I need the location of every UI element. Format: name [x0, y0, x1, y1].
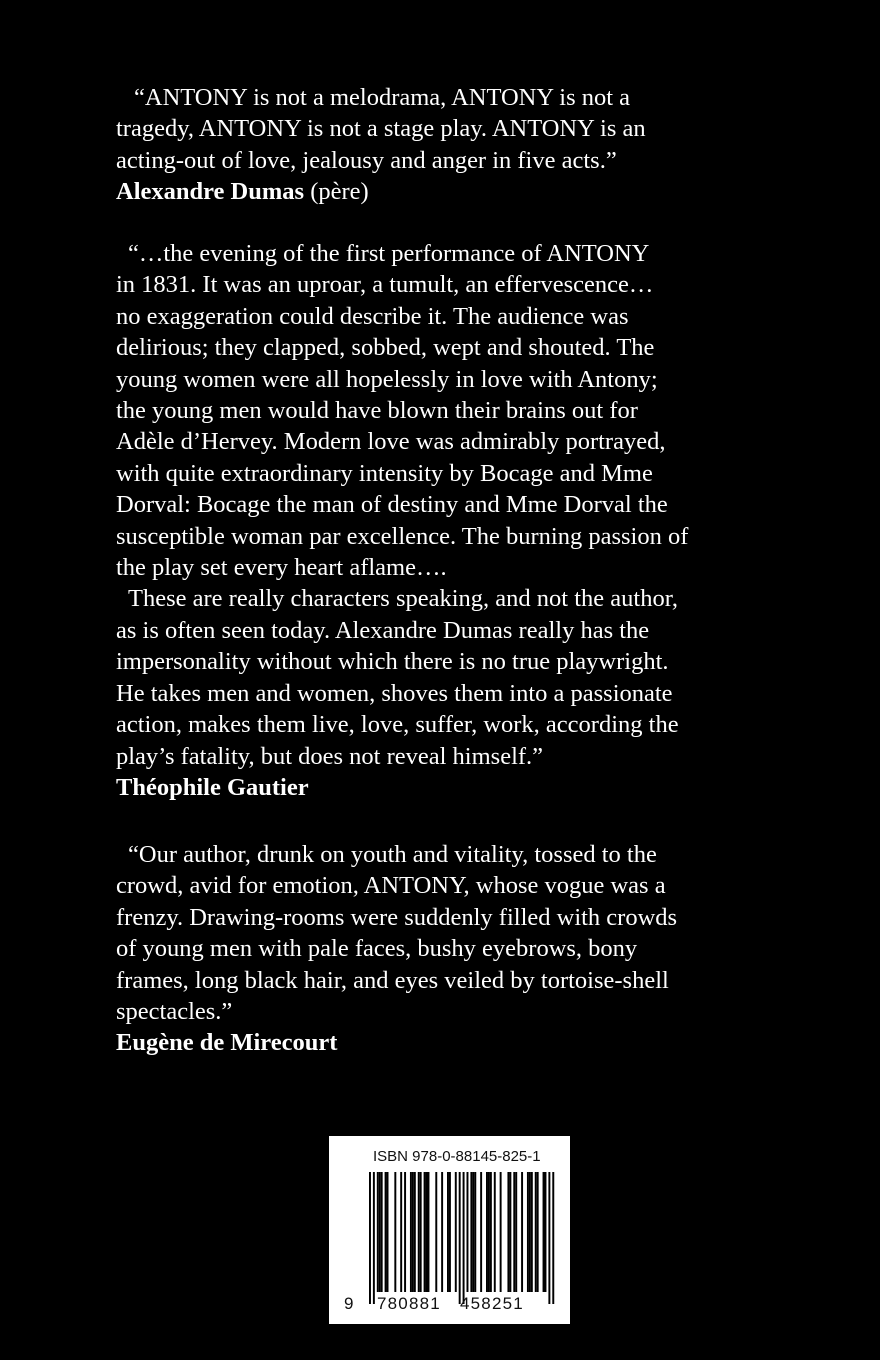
quote-line: action, makes them live, love, suffer, work, according the [116, 711, 679, 739]
barcode-bar [486, 1172, 488, 1292]
barcode-bar [529, 1172, 531, 1292]
quote-line: the young men would have blown their brains out for [116, 397, 638, 425]
quote-line: frames, long black hair, and eyes veiled by tortoise-shell [116, 966, 669, 994]
quote-line: “…the evening of the first performance of ANTONY [128, 240, 650, 267]
quote-line: of young men with pale faces, bushy eyebrows, bony [116, 935, 638, 963]
barcode-bar [379, 1172, 381, 1292]
quote-attribution [116, 772, 756, 803]
quote-line: frenzy. Drawing-rooms were suddenly filled with crowds [116, 903, 678, 931]
quote-attribution [116, 176, 756, 207]
barcode-bar [449, 1172, 451, 1292]
attribution-name: Théophile Gautier [116, 773, 309, 801]
isbn-label: ISBN 978-0-88145-825-1 [373, 1148, 541, 1165]
barcode-bar [387, 1172, 389, 1292]
quote-dumas [116, 82, 756, 208]
barcode-digits-right: 458251 [460, 1294, 524, 1313]
barcode-bar [441, 1172, 443, 1292]
barcode-bar [447, 1172, 449, 1292]
barcode-bar [515, 1172, 517, 1292]
quote-line: play’s fatality, but does not reveal himself.” [116, 742, 544, 770]
barcode-bar [535, 1172, 537, 1292]
barcode-guard-bar [548, 1172, 550, 1304]
quote-line: “Our author, drunk on youth and vitality, tossed to the [128, 841, 657, 868]
quote-line: no exaggeration could describe it. The audience was [116, 302, 629, 330]
barcode-bar [455, 1172, 457, 1292]
barcode-guard-bar [552, 1172, 554, 1304]
barcode-guard-bar [369, 1172, 371, 1304]
barcode-bar [418, 1172, 420, 1292]
quote-line: These are really characters speaking, and not the author, [128, 585, 679, 613]
barcode-digit-first: 9 [344, 1294, 355, 1313]
barcode-bar [470, 1172, 472, 1292]
quote-line: impersonality without which there is no true playwright. [116, 648, 669, 676]
barcode-bar [474, 1172, 476, 1292]
barcode-bar [377, 1172, 379, 1292]
barcode-bar [400, 1172, 402, 1292]
attribution-name: Eugène de Mirecourt [116, 1029, 338, 1057]
barcode-bar [381, 1172, 383, 1292]
barcode-bar [531, 1172, 533, 1292]
barcode-bar [467, 1172, 469, 1292]
barcode-bar [410, 1172, 412, 1292]
quote-gautier [116, 238, 756, 803]
attribution-suffix: (père) [304, 178, 369, 206]
quote-line: He takes men and women, shoves them into a passionate [116, 679, 673, 707]
barcode-bar [527, 1172, 529, 1292]
barcode-bar [488, 1172, 490, 1292]
barcode-bar [420, 1172, 422, 1292]
quote-mirecourt [116, 839, 756, 1059]
quote-line: tragedy, ANTONY is not a stage play. ANTONY is an [116, 115, 646, 143]
quote-line: crowd, avid for emotion, ANTONY, whose vogue was a [116, 872, 666, 900]
barcode-bar [521, 1172, 523, 1292]
barcode-bar [500, 1172, 502, 1292]
quote-line: the play set every heart aflame…. [116, 554, 447, 582]
barcode-bar [435, 1172, 437, 1292]
barcode-bar [414, 1172, 416, 1292]
barcode-guard-bar [373, 1172, 375, 1304]
barcode-bar [404, 1172, 406, 1292]
barcode-bar [537, 1172, 539, 1292]
barcode-bar [394, 1172, 396, 1292]
quote-line: “ANTONY is not a melodrama, ANTONY is not a [134, 84, 631, 111]
barcode-bar [472, 1172, 474, 1292]
barcode-bar [513, 1172, 515, 1292]
quote-line: Dorval: Bocage the man of destiny and Mme Dorval the [116, 491, 668, 519]
quote-line: young women were all hopelessly in love with Antony; [116, 365, 658, 393]
barcode-bar [412, 1172, 414, 1292]
barcode-bar [480, 1172, 482, 1292]
barcode-guard-bar [459, 1172, 461, 1304]
barcode-guard-bar [463, 1172, 465, 1304]
barcode-bar [545, 1172, 547, 1292]
barcode-bar [494, 1172, 496, 1292]
barcode-bar [428, 1172, 430, 1292]
attribution-name: Alexandre Dumas [116, 178, 305, 206]
barcode-bar [424, 1172, 426, 1292]
quote-line: spectacles.” [116, 998, 233, 1026]
barcode-bar [385, 1172, 387, 1292]
barcode-bar [543, 1172, 545, 1292]
barcode-bar [509, 1172, 511, 1292]
barcode-bar [490, 1172, 492, 1292]
barcode-digits-left: 780881 [377, 1294, 441, 1313]
quote-line: acting-out of love, jealousy and anger in five acts.” [116, 146, 617, 174]
quote-line: with quite extraordinary intensity by Bocage and Mme [116, 459, 653, 487]
quote-attribution [116, 1027, 756, 1058]
quote-line: in 1831. It was an uproar, a tumult, an effervescence… [116, 271, 654, 299]
barcode-bar [507, 1172, 509, 1292]
quote-line: Adèle d’Hervey. Modern love was admirably portrayed, [116, 428, 666, 456]
quote-line: as is often seen today. Alexandre Dumas really has the [116, 616, 650, 644]
quote-line: susceptible woman par excellence. The burning passion of [116, 522, 689, 550]
barcode-bar [426, 1172, 428, 1292]
barcode-bars [329, 1136, 570, 1324]
isbn-barcode [329, 1136, 570, 1324]
quote-line: delirious; they clapped, sobbed, wept and shouted. The [116, 334, 655, 362]
